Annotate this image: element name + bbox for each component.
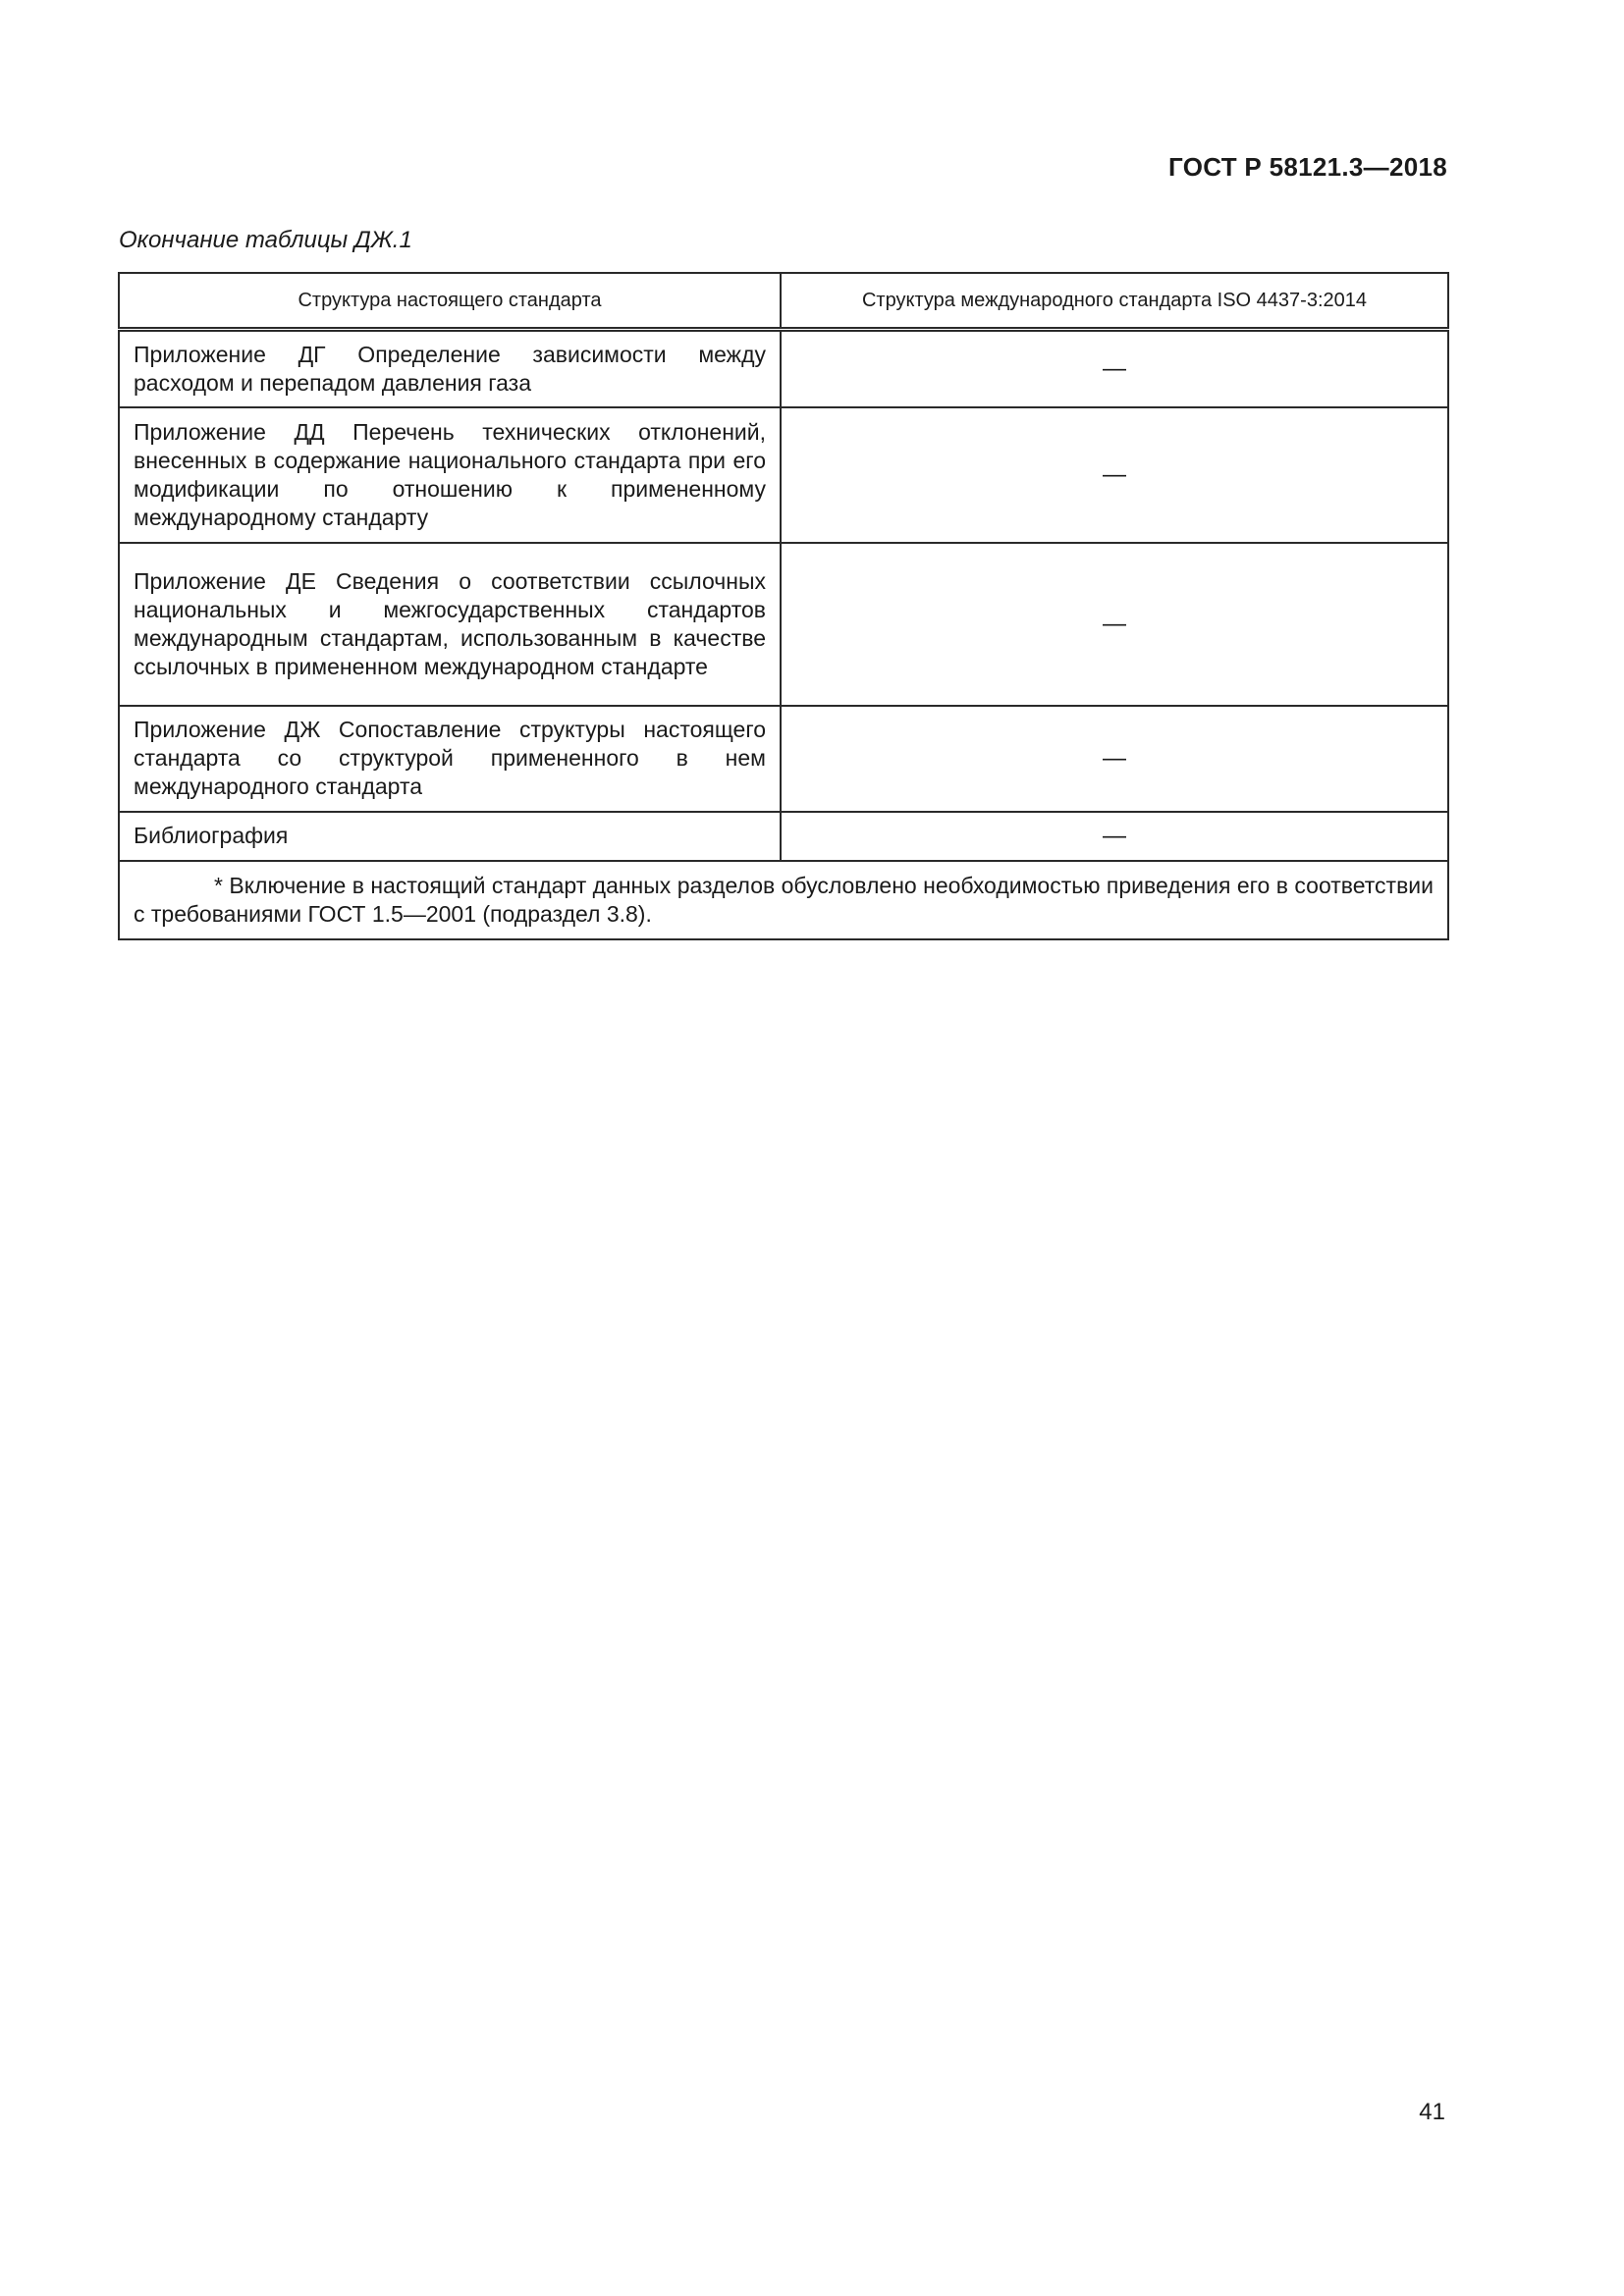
table-caption: Окончание таблицы ДЖ.1 (119, 227, 412, 253)
table-row (119, 330, 1448, 407)
table-footnote: * Включение в настоящий стандарт данных разделов обусловлено необходимостью приведения его в соответствии с требованиями ГОСТ 1.5—2001 (подраздел 3.8). (134, 872, 1434, 927)
row-international-section: — (781, 706, 1448, 812)
column-header-national: Структура настоящего стандарта (119, 273, 781, 330)
table-row (119, 543, 1448, 706)
row-international-section: — (781, 812, 1448, 861)
page-number: 41 (1419, 2099, 1445, 2125)
structure-table (118, 272, 1447, 940)
document-code: ГОСТ Р 58121.3—2018 (1168, 152, 1447, 182)
table-row (119, 407, 1448, 543)
table-footnote-cell (119, 861, 1448, 939)
row-national-section: Библиография (119, 812, 781, 861)
table-footnote-row (119, 861, 1448, 939)
column-header-international: Структура международного стандарта ISO 4437-3:2014 (781, 273, 1448, 330)
row-international-section: — (781, 407, 1448, 543)
row-national-section: Приложение ДЕ Сведения о соответствии ссылочных национальных и межгосударственных стандартов международным стандартам, использованным в качестве ссылочных в примененном международном стандарте (119, 543, 781, 706)
row-national-section: Приложение ДЖ Сопоставление структуры настоящего стандарта со структурой примененного в нем международного стандарта (119, 706, 781, 812)
row-international-section: — (781, 330, 1448, 407)
table-header-row (119, 273, 1448, 330)
row-national-section: Приложение ДД Перечень технических отклонений, внесенных в содержание национального стандарта при его модификации по отношению к примененному международному стандарту (119, 407, 781, 543)
table-row (119, 812, 1448, 861)
row-international-section: — (781, 543, 1448, 706)
row-national-section: Приложение ДГ Определение зависимости между расходом и перепадом давления газа (119, 330, 781, 407)
table-row (119, 706, 1448, 812)
